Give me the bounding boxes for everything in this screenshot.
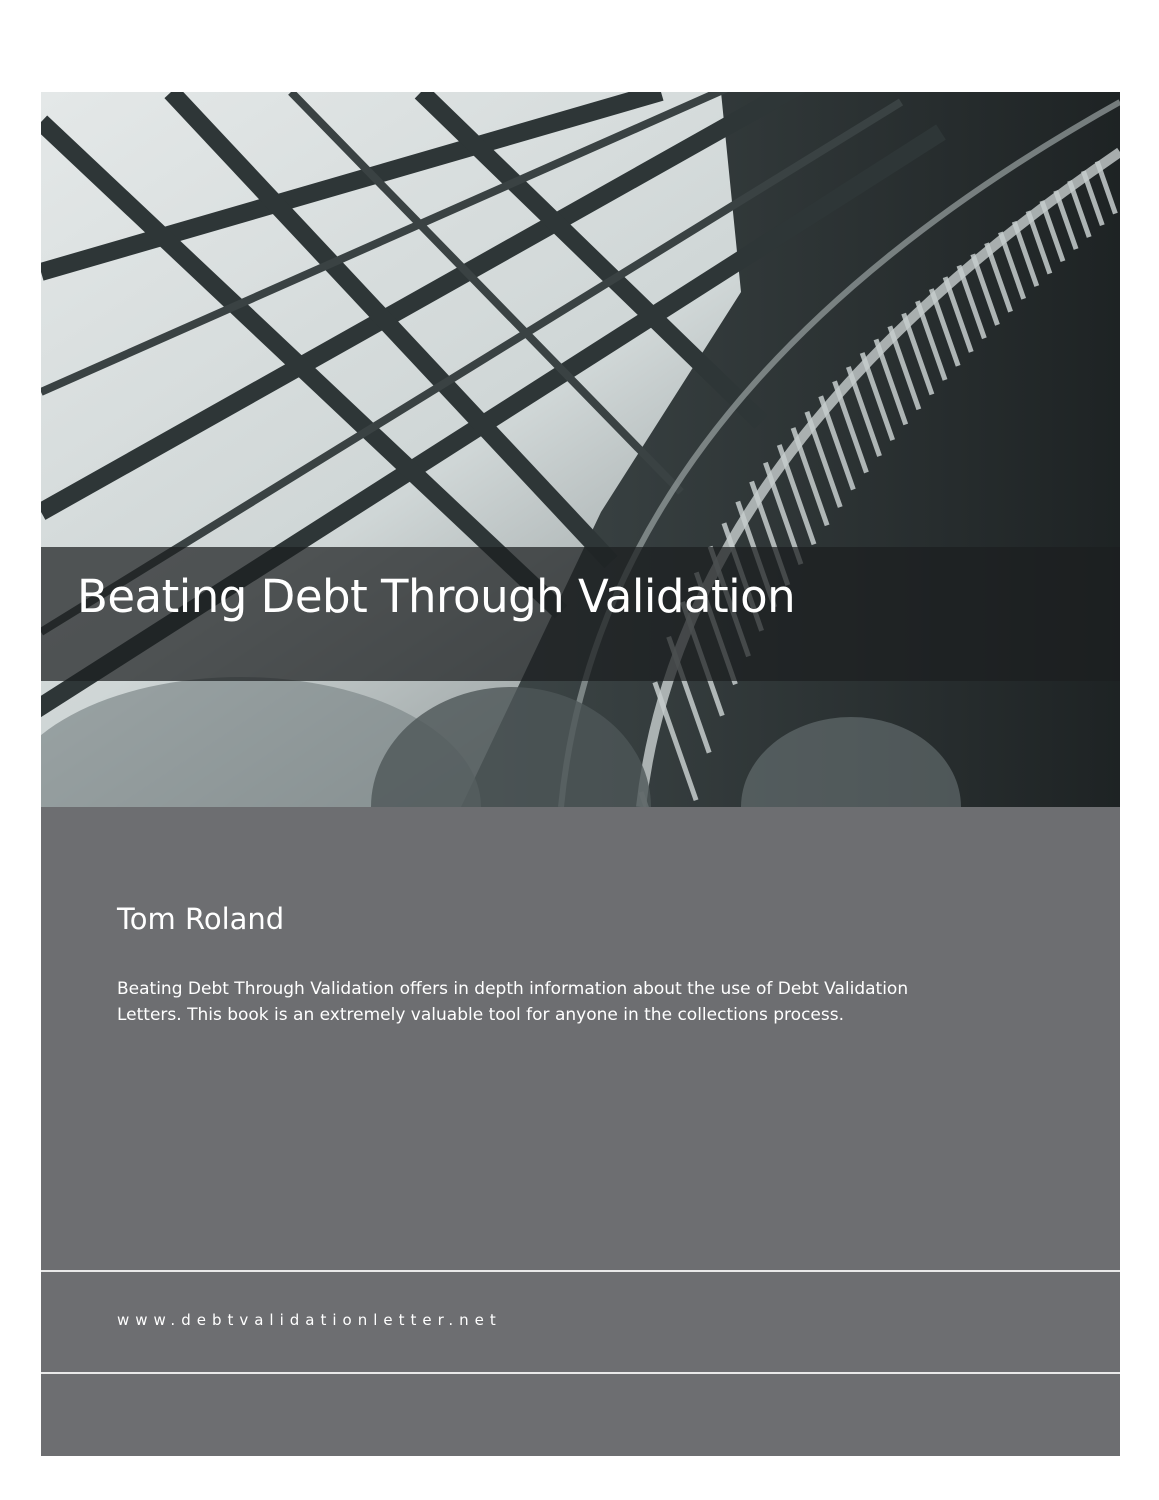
book-title: Beating Debt Through Validation <box>77 570 796 623</box>
author-name: Tom Roland <box>117 902 285 936</box>
divider-top <box>41 1270 1120 1272</box>
book-cover <box>41 92 1120 1456</box>
skylight-photo-icon <box>41 92 1120 807</box>
website-url: www.debtvalidationletter.net <box>117 1311 502 1329</box>
skylight-illustration <box>41 92 1120 807</box>
book-description: Beating Debt Through Validation offers in depth information about the use of Debt Validation Letters. This book is an extremely valuable tool for anyone in the collections process. <box>117 979 909 1025</box>
divider-bottom <box>41 1372 1120 1374</box>
